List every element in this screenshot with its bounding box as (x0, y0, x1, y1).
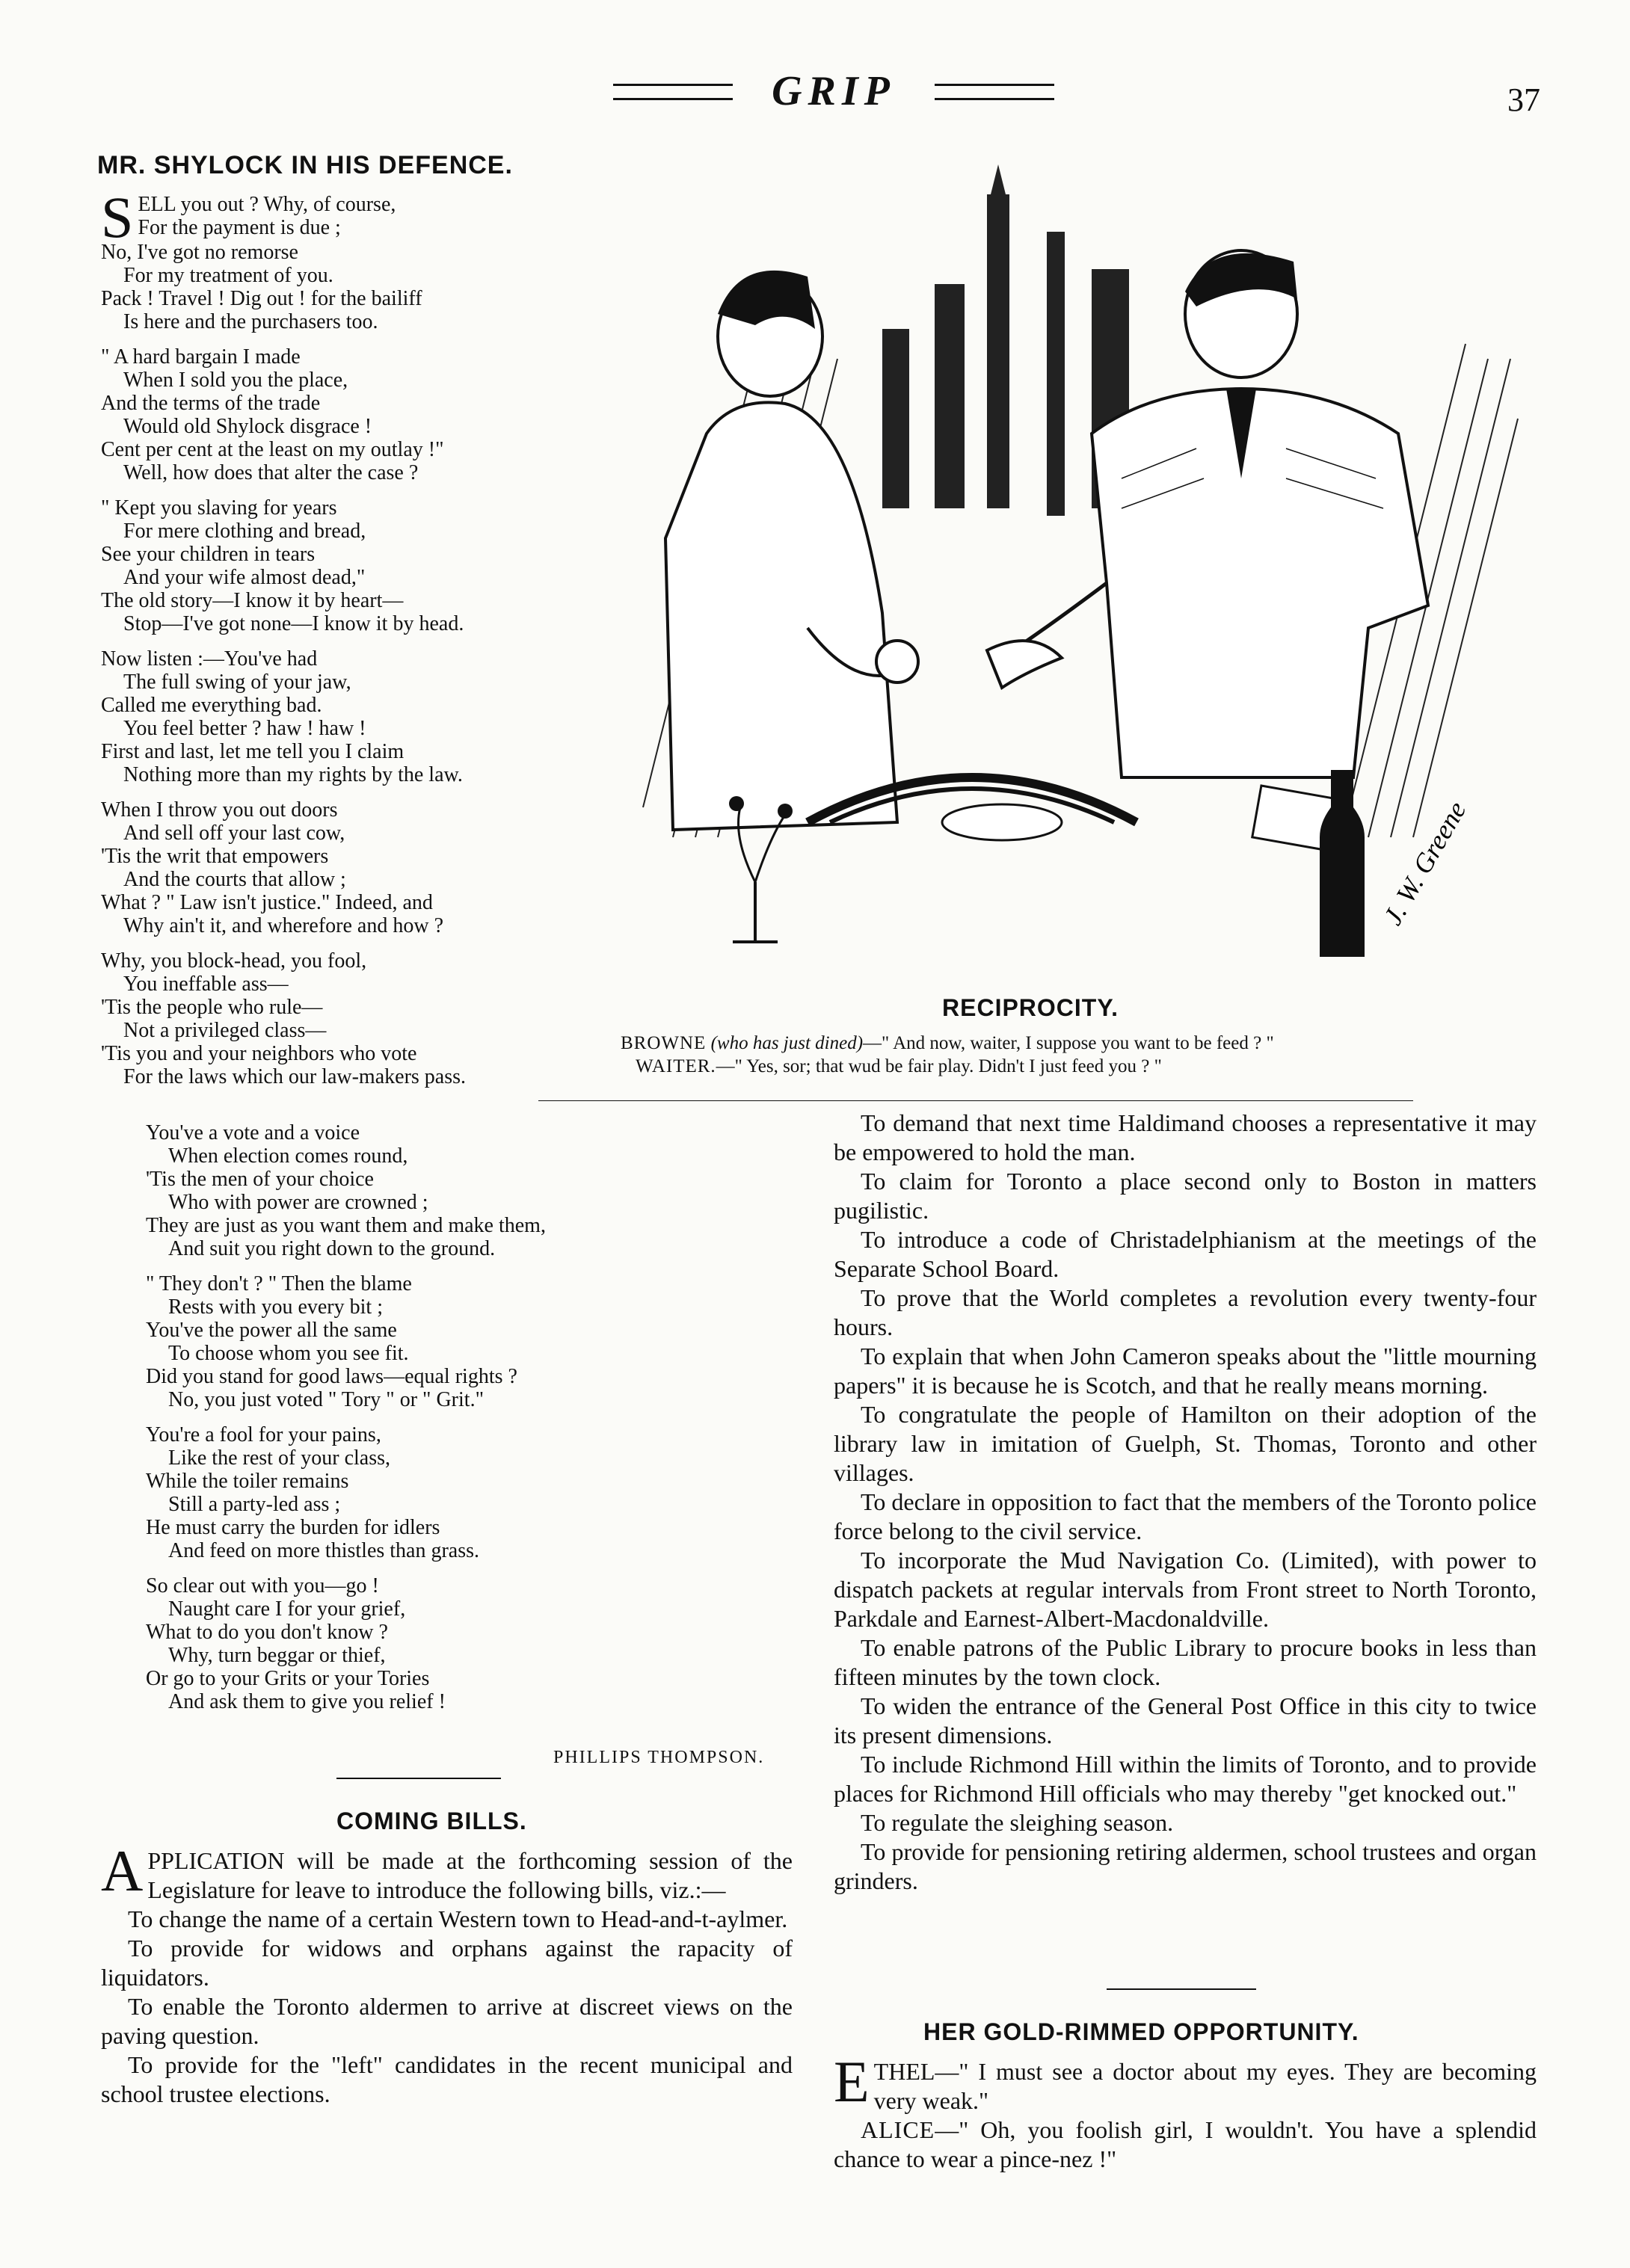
stanza-4 (101, 647, 587, 786)
poem-line: You've the power all the same (146, 1319, 397, 1342)
poem-line: No, you just voted " Tory " or " Grit." (168, 1388, 484, 1411)
section-rule (336, 1778, 501, 1779)
poem-line: And suit you right down to the ground. (168, 1237, 496, 1260)
masthead-rule-right (935, 84, 1054, 100)
poem-block-2 (146, 1121, 789, 1725)
poem-line: No, I've got no remorse (101, 241, 298, 264)
bill-item: To introduce a code of Christadelphianism at the meetings of the Separate School Board. (834, 1226, 1537, 1282)
stage-direction: (who has just dined) (710, 1033, 864, 1053)
poem-line: And ask them to give you relief ! (168, 1690, 446, 1713)
cartoon-title: RECIPROCITY. (942, 994, 1119, 1021)
browne-line: —" And now, waiter, I suppose you want to be feed ? " (863, 1033, 1274, 1053)
poem-line: The old story—I know it by heart— (101, 589, 404, 612)
opportunity-body (834, 2049, 1537, 2174)
cartoon-caption (621, 1032, 1540, 1078)
poem-line: You ineffable ass— (123, 973, 289, 996)
poem-line: The full swing of your jaw, (123, 671, 351, 694)
poem-block-1 (101, 185, 587, 1100)
cartoon-svg (583, 164, 1540, 987)
poem-line: Would old Shylock disgrace ! (123, 415, 372, 438)
poem-drop-cap: S (101, 185, 134, 250)
poem-line: And the terms of the trade (101, 392, 321, 415)
poem-line: What ? " Law isn't justice." Indeed, and (101, 891, 433, 914)
poem-line: Called me everything bad. (101, 694, 322, 717)
bill-item: To regulate the sleighing season. (861, 1809, 1174, 1836)
poem-line: Did you stand for good laws—equal rights ? (146, 1365, 517, 1388)
poem-line: He must carry the burden for idlers (146, 1516, 440, 1539)
stanza-7 (146, 1121, 789, 1260)
poem-signature: PHILLIPS THOMPSON. (553, 1748, 765, 1767)
poem-line: You feel better ? haw ! haw ! (123, 717, 366, 740)
stanza-5 (101, 798, 587, 937)
poem-line: Pack ! Travel ! Dig out ! for the bailiff (101, 287, 422, 310)
poem-title: MR. SHYLOCK IN HIS DEFENCE. (97, 151, 513, 179)
poem-line: To choose whom you see fit. (168, 1342, 409, 1365)
poem-line: While the toiler remains (146, 1470, 349, 1493)
poem-line: They are just as you want them and make them, (146, 1214, 546, 1237)
stanza-3 (101, 496, 587, 635)
caption-browne (621, 1032, 1540, 1055)
coming-bills-title: COMING BILLS. (336, 1808, 527, 1834)
masthead-title: GRIP (772, 68, 896, 114)
poem-line: When I throw you out doors (101, 798, 338, 822)
bill-item: To include Richmond Hill within the limits of Toronto, and to provide places for Richmond Hill officials who may thereby "get knocked out." (834, 1751, 1537, 1807)
stanza-1 (101, 185, 587, 333)
bill-item: To provide for pensioning retiring aldermen, school trustees and organ grinders. (834, 1838, 1537, 1894)
poem-line: Nothing more than my rights by the law. (123, 763, 463, 786)
poem-line: And your wife almost dead," (123, 566, 366, 589)
speaker-alice: ALICE (861, 2116, 935, 2143)
speaker-waiter: WAITER. (636, 1056, 716, 1076)
poem-line: See your children in tears (101, 543, 316, 566)
poem-line: Why, you block-head, you fool, (101, 949, 367, 973)
poem-line: What to do you don't know ? (146, 1621, 388, 1644)
opportunity-drop-cap: E (834, 2049, 870, 2114)
masthead-rule-left (613, 84, 733, 100)
poem-line: When election comes round, (168, 1144, 408, 1168)
poem-line: Who with power are crowned ; (168, 1191, 428, 1214)
poem-line: " They don't ? " Then the blame (146, 1272, 412, 1295)
bill-item: To provide for the "left" candidates in the recent municipal and school trustee elections. (101, 2051, 793, 2107)
browne-figure (665, 271, 918, 830)
poem-line: And the courts that allow ; (123, 868, 346, 891)
poem-line: Well, how does that alter the case ? (123, 461, 419, 484)
poem-line: So clear out with you—go ! (146, 1574, 379, 1597)
coming-bills-intro: APPLICATION will be made at the forthcoming session of the Legislature for leave to introduce the following bills, viz.:— (101, 1838, 793, 1903)
poem-line: Now listen :—You've had (101, 647, 318, 671)
poem-line: For the laws which our law-makers pass. (123, 1065, 467, 1088)
ethel-line: ETHEL—" I must see a doctor about my eyes. They are becoming very weak." (834, 2049, 1537, 2114)
poem-line: 'Tis the men of your choice (146, 1168, 374, 1191)
poem-line: 'Tis the writ that empowers (101, 845, 329, 868)
poem-line: For mere clothing and bread, (123, 520, 366, 543)
coming-bills-left-column (101, 1838, 793, 2109)
poem-line: First and last, let me tell you I claim (101, 740, 405, 763)
masthead (0, 67, 1630, 112)
coming-bills-right-column (834, 1109, 1537, 1896)
opportunity-title: HER GOLD-RIMMED OPPORTUNITY. (923, 2018, 1359, 2045)
poem-line: Cent per cent at the least on my outlay !" (101, 438, 444, 461)
bill-item: To demand that next time Haldimand chooses a representative it may be empowered to hold the man. (834, 1109, 1537, 1165)
bill-item: To incorporate the Mud Navigation Co. (Limited), with power to dispatch packets at regular intervals from Front street to North Toronto, Parkdale and Earnest-Albert-Macdonaldville. (834, 1547, 1537, 1632)
poem-line: Is here and the purchasers too. (123, 310, 378, 333)
poem-line: Stop—I've got none—I know it by head. (123, 612, 464, 635)
poem-line: Naught care I for your grief, (168, 1597, 406, 1621)
bill-item: To declare in opposition to fact that the members of the Toronto police force belong to the civil service. (834, 1488, 1537, 1544)
stanza-10 (146, 1574, 789, 1713)
poem-line: And sell off your last cow, (123, 822, 345, 845)
poem-line: And feed on more thistles than grass. (168, 1539, 480, 1562)
poem-line: Like the rest of your class, (168, 1446, 391, 1470)
poem-line: You're a fool for your pains, (146, 1423, 381, 1446)
poem-line: Why, turn beggar or thief, (168, 1644, 386, 1667)
caption-waiter (621, 1055, 1540, 1078)
poem-line: You've a vote and a voice (146, 1121, 360, 1144)
poem-line: 'Tis the people who rule— (101, 996, 323, 1019)
bill-item: To explain that when John Cameron speaks about the "little mourning papers" it is because he is Scotch, and that he really means morning. (834, 1343, 1537, 1399)
page-number: 37 (1507, 81, 1540, 118)
bill-item: To prove that the World completes a revolution every twenty-four hours. (834, 1284, 1537, 1340)
city-skyline (882, 164, 1129, 516)
poem-line: Or go to your Grits or your Tories (146, 1667, 430, 1690)
section-rule (1107, 1988, 1256, 1990)
poem-line: Still a party-led ass ; (168, 1493, 341, 1516)
poem-line: ELL you out ? Why, of course, (138, 193, 396, 216)
bill-item: To widen the entrance of the General Post Office in this city to twice its present dimensions. (834, 1692, 1537, 1748)
alice-line: ALICE—" Oh, you foolish girl, I wouldn't. You have a splendid chance to wear a pince-nez !" (834, 2116, 1537, 2172)
artist-signature: J. W. Greene (1377, 796, 1472, 930)
poem-line: For my treatment of you. (123, 264, 333, 287)
stanza-2 (101, 345, 587, 484)
cartoon-illustration (583, 164, 1540, 987)
bill-item: To change the name of a certain Western town to Head-and-t-aylmer. (128, 1905, 788, 1932)
poem-line: When I sold you the place, (123, 369, 348, 392)
poem-line: Not a privileged class— (123, 1019, 327, 1042)
poem-line: " A hard bargain I made (101, 345, 301, 369)
stanza-6 (101, 949, 587, 1088)
poem-line: " Kept you slaving for years (101, 496, 337, 520)
bill-item: To enable the Toronto aldermen to arrive at discreet views on the paving question. (101, 1993, 793, 2049)
bill-item: To congratulate the people of Hamilton on their adoption of the library law in imitation of Guelph, St. Thomas, Toronto and other villages. (834, 1401, 1537, 1486)
stanza-8 (146, 1272, 789, 1411)
bill-item: To claim for Toronto a place second only to Boston in matters pugilistic. (834, 1168, 1537, 1224)
bill-item: To enable patrons of the Public Library to procure books in less than fifteen minutes by the town clock. (834, 1634, 1537, 1690)
poem-caption-rule (538, 1100, 1413, 1101)
bill-item: To provide for widows and orphans against the rapacity of liquidators. (101, 1935, 793, 1991)
poem-line: Why ain't it, and wherefore and how ? (123, 914, 443, 937)
coming-bills-drop-cap: A (101, 1838, 144, 1903)
poem-line: 'Tis you and your neighbors who vote (101, 1042, 417, 1065)
poem-line: For the payment is due ; (138, 216, 341, 239)
waiter-line: —" Yes, sor; that wud be fair play. Didn't I just feed you ? " (716, 1056, 1162, 1076)
poem-line: Rests with you every bit ; (168, 1295, 383, 1319)
speaker-browne: BROWNE (621, 1033, 707, 1053)
stanza-9 (146, 1423, 789, 1562)
